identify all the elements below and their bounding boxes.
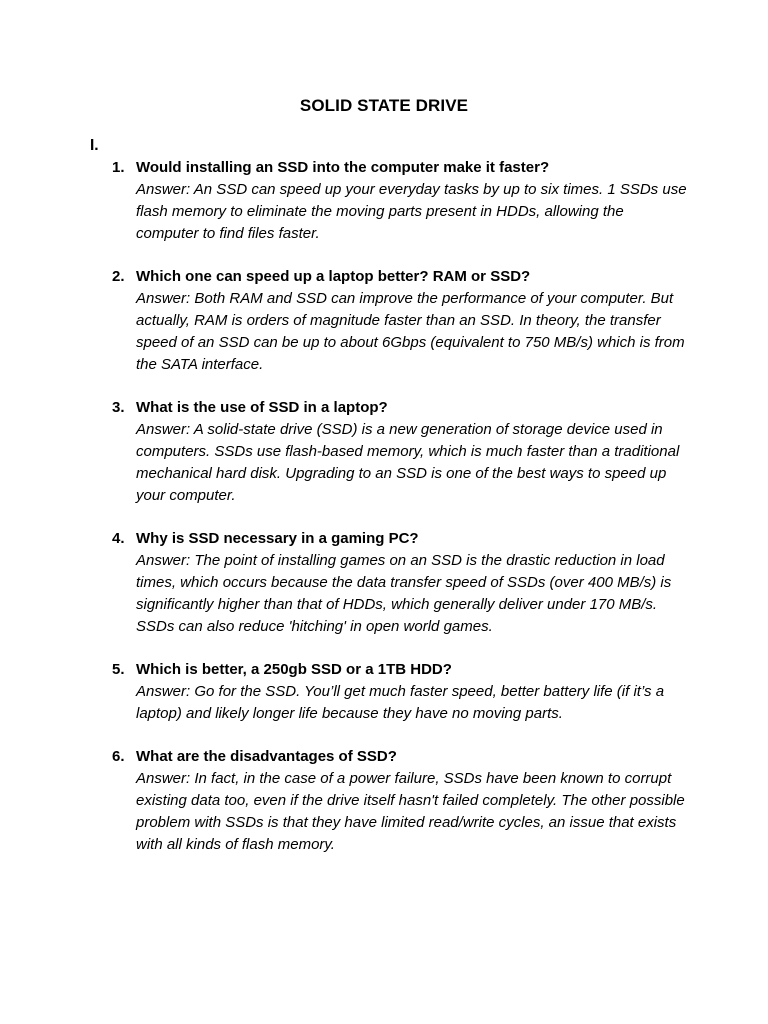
qa-question: Which one can speed up a laptop better? RAM or SSD? xyxy=(136,268,531,285)
qa-answer: Answer: An SSD can speed up your everyday tasks by up to six times. 1 SSDs use flash memory to eliminate the moving parts present in HDDs, allowing the computer to find files faster. xyxy=(136,181,687,242)
qa-item-6 xyxy=(0,746,768,856)
qa-question: Why is SSD necessary in a gaming PC? xyxy=(136,530,419,547)
qa-item-1 xyxy=(0,157,768,245)
section-label: I. xyxy=(90,137,99,154)
qa-number: 3. xyxy=(112,399,125,416)
document-title: SOLID STATE DRIVE xyxy=(299,96,469,115)
qa-item-4 xyxy=(0,528,768,638)
qa-answer: Answer: The point of installing games on an SSD is the drastic reduction in load times, which occurs because the data transfer speed of SSDs (over 400 MB/s) is significantly higher than that of HDDs, which generally deliver under 170 MB/s. SSDs can also reduce 'hitching' in open world games. xyxy=(136,552,672,635)
qa-question: Which is better, a 250gb SSD or a 1TB HDD? xyxy=(136,661,452,678)
qa-question: Would installing an SSD into the computer make it faster? xyxy=(136,159,550,176)
qa-question: What is the use of SSD in a laptop? xyxy=(136,399,388,416)
qa-item-2 xyxy=(0,266,768,376)
qa-number: 4. xyxy=(112,530,125,547)
qa-question: What are the disadvantages of SSD? xyxy=(136,748,397,765)
qa-item-3 xyxy=(0,397,768,507)
qa-number: 5. xyxy=(112,661,125,678)
qa-item-5 xyxy=(0,659,768,725)
qa-answer: Answer: In fact, in the case of a power failure, SSDs have been known to corrupt existing data too, even if the drive itself hasn't failed completely. The other possible problem with SSDs is that they have limited read/write cycles, an issue that exists with all kinds of flash memory. xyxy=(136,770,685,853)
qa-answer: Answer: Both RAM and SSD can improve the performance of your computer. But actually, RAM is orders of magnitude faster than an SSD. In theory, the transfer speed of an SSD can be up to about 6Gbps (equivalent to 750 MB/s) which is from the SATA interface. xyxy=(136,290,685,373)
qa-number: 6. xyxy=(112,748,125,765)
qa-number: 1. xyxy=(112,159,125,176)
qa-answer: Answer: Go for the SSD. You’ll get much faster speed, better battery life (if it’s a laptop) and likely longer life because they have no moving parts. xyxy=(136,683,665,722)
qa-list xyxy=(0,157,768,877)
qa-number: 2. xyxy=(112,268,125,285)
qa-answer: Answer: A solid-state drive (SSD) is a new generation of storage device used in computers. SSDs use flash-based memory, which is much faster than a traditional mechanical hard disk. Upgrading to an SSD is one of the best ways to speed up your computer. xyxy=(136,421,680,504)
